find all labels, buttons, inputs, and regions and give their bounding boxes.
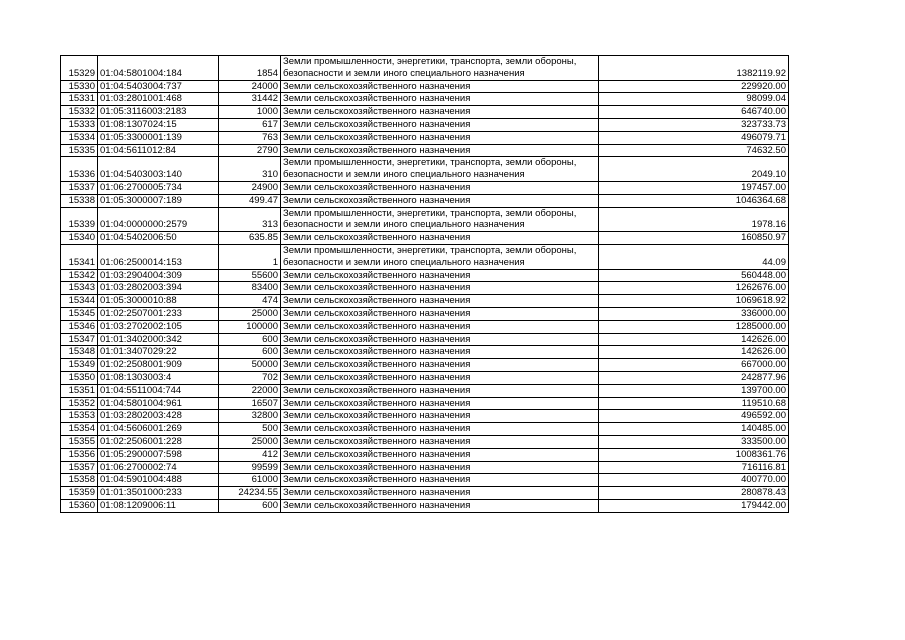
land-area: 50000 [219, 359, 281, 372]
cadastral-value: 1046364.68 [599, 194, 789, 207]
cadastral-value: 280878.43 [599, 487, 789, 500]
land-area: 24000 [219, 80, 281, 93]
row-number: 15360 [61, 499, 98, 512]
cadastral-number: 01:02:2507001:233 [98, 307, 219, 320]
row-number: 15341 [61, 244, 98, 269]
row-number: 15334 [61, 131, 98, 144]
land-area: 22000 [219, 384, 281, 397]
row-number: 15351 [61, 384, 98, 397]
land-category: Земли сельскохозяйственного назначения [281, 181, 599, 194]
land-category: Земли сельскохозяйственного назначения [281, 131, 599, 144]
land-category: Земли сельскохозяйственного назначения [281, 359, 599, 372]
cadastral-value: 242877.96 [599, 371, 789, 384]
table-row [61, 499, 789, 512]
table-row [61, 359, 789, 372]
table-row [61, 474, 789, 487]
table-row [61, 487, 789, 500]
row-number: 15349 [61, 359, 98, 372]
table-row [61, 282, 789, 295]
cadastral-number: 01:03:2904004:309 [98, 269, 219, 282]
land-area: 499.47 [219, 194, 281, 207]
cadastral-value: 1008361.76 [599, 448, 789, 461]
land-area: 1000 [219, 106, 281, 119]
cadastral-value: 160850.97 [599, 232, 789, 245]
cadastral-value: 560448.00 [599, 269, 789, 282]
row-number: 15343 [61, 282, 98, 295]
land-area: 1854 [219, 56, 281, 81]
land-category: Земли сельскохозяйственного назначения [281, 371, 599, 384]
land-category: Земли сельскохозяйственного назначения [281, 232, 599, 245]
cadastral-number: 01:05:2900007:598 [98, 448, 219, 461]
table-row [61, 397, 789, 410]
cadastral-value: 139700.00 [599, 384, 789, 397]
land-category: Земли сельскохозяйственного назначения [281, 423, 599, 436]
cadastral-number: 01:04:5901004:488 [98, 474, 219, 487]
cadastral-number: 01:04:5403004:737 [98, 80, 219, 93]
land-category: Земли сельскохозяйственного назначения [281, 93, 599, 106]
row-number: 15353 [61, 410, 98, 423]
cadastral-number: 01:04:5611012:84 [98, 144, 219, 157]
cadastral-value: 333500.00 [599, 435, 789, 448]
cadastral-number: 01:04:5801004:961 [98, 397, 219, 410]
row-number: 15346 [61, 320, 98, 333]
table-row [61, 307, 789, 320]
land-area: 474 [219, 295, 281, 308]
row-number: 15356 [61, 448, 98, 461]
row-number: 15331 [61, 93, 98, 106]
land-area: 635.85 [219, 232, 281, 245]
table-row [61, 333, 789, 346]
row-number: 15350 [61, 371, 98, 384]
cadastral-number: 01:01:3501000:233 [98, 487, 219, 500]
row-number: 15355 [61, 435, 98, 448]
row-number: 15347 [61, 333, 98, 346]
cadastral-value: 1262676.00 [599, 282, 789, 295]
row-number: 15333 [61, 118, 98, 131]
cadastral-value: 1069618.92 [599, 295, 789, 308]
land-category: Земли сельскохозяйственного назначения [281, 80, 599, 93]
row-number: 15330 [61, 80, 98, 93]
row-number: 15340 [61, 232, 98, 245]
cadastral-number: 01:04:5403003:140 [98, 157, 219, 182]
table-row [61, 371, 789, 384]
cadastral-number: 01:08:1209006:11 [98, 499, 219, 512]
land-area: 313 [219, 207, 281, 232]
row-number: 15336 [61, 157, 98, 182]
land-category: Земли сельскохозяйственного назначения [281, 487, 599, 500]
land-area: 25000 [219, 307, 281, 320]
land-category: Земли промышленности, энергетики, транспорта, земли обороны, безопасности и земли иного специального назначения [281, 244, 599, 269]
land-category: Земли сельскохозяйственного назначения [281, 474, 599, 487]
land-category: Земли промышленности, энергетики, транспорта, земли обороны, безопасности и земли иного специального назначения [281, 207, 599, 232]
cadastral-value: 496592.00 [599, 410, 789, 423]
table-row [61, 157, 789, 182]
land-category: Земли сельскохозяйственного назначения [281, 282, 599, 295]
row-number: 15344 [61, 295, 98, 308]
land-area: 600 [219, 346, 281, 359]
row-number: 15342 [61, 269, 98, 282]
land-area: 32800 [219, 410, 281, 423]
cadastral-number: 01:08:1307024:15 [98, 118, 219, 131]
row-number: 15345 [61, 307, 98, 320]
land-category: Земли сельскохозяйственного назначения [281, 269, 599, 282]
cadastral-value: 2049.10 [599, 157, 789, 182]
cadastral-value: 98099.04 [599, 93, 789, 106]
table-row [61, 320, 789, 333]
cadastral-value: 646740.00 [599, 106, 789, 119]
land-category: Земли сельскохозяйственного назначения [281, 333, 599, 346]
land-area: 24900 [219, 181, 281, 194]
table-row [61, 144, 789, 157]
cadastral-number: 01:04:5402006:50 [98, 232, 219, 245]
land-area: 24234.55 [219, 487, 281, 500]
cadastral-value: 323733.73 [599, 118, 789, 131]
cadastral-value: 119510.68 [599, 397, 789, 410]
row-number: 15335 [61, 144, 98, 157]
table-row [61, 106, 789, 119]
land-area: 16507 [219, 397, 281, 410]
table-row [61, 232, 789, 245]
table-row [61, 194, 789, 207]
table-body [61, 56, 789, 513]
table-row [61, 461, 789, 474]
cadastral-number: 01:06:2500014:153 [98, 244, 219, 269]
cadastral-number: 01:03:2702002:105 [98, 320, 219, 333]
land-area: 61000 [219, 474, 281, 487]
cadastral-value: 716116.81 [599, 461, 789, 474]
land-area: 600 [219, 499, 281, 512]
table-row [61, 410, 789, 423]
cadastral-value: 1382119.92 [599, 56, 789, 81]
cadastral-number: 01:01:3407029:22 [98, 346, 219, 359]
row-number: 15359 [61, 487, 98, 500]
table-row [61, 118, 789, 131]
land-category: Земли сельскохозяйственного назначения [281, 435, 599, 448]
land-area: 55600 [219, 269, 281, 282]
cadastral-number: 01:05:3000010:88 [98, 295, 219, 308]
cadastral-number: 01:04:5511004:744 [98, 384, 219, 397]
land-area: 763 [219, 131, 281, 144]
table-row [61, 244, 789, 269]
land-area: 310 [219, 157, 281, 182]
cadastral-number: 01:08:1303003:4 [98, 371, 219, 384]
land-area: 412 [219, 448, 281, 461]
land-category: Земли промышленности, энергетики, транспорта, земли обороны, безопасности и земли иного специального назначения [281, 56, 599, 81]
row-number: 15357 [61, 461, 98, 474]
land-area: 100000 [219, 320, 281, 333]
land-category: Земли сельскохозяйственного назначения [281, 461, 599, 474]
cadastral-number: 01:05:3300001:139 [98, 131, 219, 144]
land-area: 617 [219, 118, 281, 131]
row-number: 15329 [61, 56, 98, 81]
land-category: Земли сельскохозяйственного назначения [281, 320, 599, 333]
land-category: Земли сельскохозяйственного назначения [281, 194, 599, 207]
cadastral-value: 44.09 [599, 244, 789, 269]
land-area: 1 [219, 244, 281, 269]
cadastral-value: 229920.00 [599, 80, 789, 93]
cadastral-value: 336000.00 [599, 307, 789, 320]
table-row [61, 346, 789, 359]
table-row [61, 131, 789, 144]
land-area: 99599 [219, 461, 281, 474]
table-row [61, 423, 789, 436]
row-number: 15354 [61, 423, 98, 436]
land-category: Земли сельскохозяйственного назначения [281, 410, 599, 423]
table-row [61, 80, 789, 93]
cadastral-number: 01:05:3116003:2183 [98, 106, 219, 119]
row-number: 15352 [61, 397, 98, 410]
land-category: Земли сельскохозяйственного назначения [281, 106, 599, 119]
table-row [61, 295, 789, 308]
table-row [61, 181, 789, 194]
land-area: 600 [219, 333, 281, 346]
land-category: Земли сельскохозяйственного назначения [281, 295, 599, 308]
land-category: Земли сельскохозяйственного назначения [281, 448, 599, 461]
table-row [61, 56, 789, 81]
land-area: 500 [219, 423, 281, 436]
cadastral-number: 01:05:3000007:189 [98, 194, 219, 207]
table-row [61, 448, 789, 461]
cadastral-number: 01:02:2508001:909 [98, 359, 219, 372]
cadastral-number: 01:01:3402000:342 [98, 333, 219, 346]
cadastral-number: 01:03:2801001:468 [98, 93, 219, 106]
land-category: Земли сельскохозяйственного назначения [281, 384, 599, 397]
land-area: 83400 [219, 282, 281, 295]
cadastral-value: 142626.00 [599, 346, 789, 359]
row-number: 15348 [61, 346, 98, 359]
land-area: 25000 [219, 435, 281, 448]
table-row [61, 207, 789, 232]
cadastral-value: 1978.16 [599, 207, 789, 232]
cadastral-table [60, 55, 789, 513]
land-area: 31442 [219, 93, 281, 106]
cadastral-value: 74632.50 [599, 144, 789, 157]
cadastral-number: 01:03:2802003:428 [98, 410, 219, 423]
land-category: Земли сельскохозяйственного назначения [281, 397, 599, 410]
land-area: 2790 [219, 144, 281, 157]
row-number: 15332 [61, 106, 98, 119]
row-number: 15339 [61, 207, 98, 232]
cadastral-number: 01:04:5606001:269 [98, 423, 219, 436]
table-row [61, 269, 789, 282]
cadastral-number: 01:06:2700005:734 [98, 181, 219, 194]
cadastral-value: 667000.00 [599, 359, 789, 372]
land-category: Земли сельскохозяйственного назначения [281, 346, 599, 359]
cadastral-value: 197457.00 [599, 181, 789, 194]
cadastral-number: 01:04:0000000:2579 [98, 207, 219, 232]
cadastral-value: 140485.00 [599, 423, 789, 436]
table-row [61, 93, 789, 106]
land-category: Земли сельскохозяйственного назначения [281, 144, 599, 157]
table-row [61, 435, 789, 448]
cadastral-value: 179442.00 [599, 499, 789, 512]
cadastral-value: 142626.00 [599, 333, 789, 346]
cadastral-value: 400770.00 [599, 474, 789, 487]
land-category: Земли сельскохозяйственного назначения [281, 307, 599, 320]
table-row [61, 384, 789, 397]
land-category: Земли сельскохозяйственного назначения [281, 499, 599, 512]
cadastral-number: 01:03:2802003:394 [98, 282, 219, 295]
cadastral-value: 1285000.00 [599, 320, 789, 333]
land-area: 702 [219, 371, 281, 384]
cadastral-number: 01:02:2506001:228 [98, 435, 219, 448]
row-number: 15358 [61, 474, 98, 487]
land-category: Земли сельскохозяйственного назначения [281, 118, 599, 131]
cadastral-value: 496079.71 [599, 131, 789, 144]
cadastral-number: 01:04:5801004:184 [98, 56, 219, 81]
cadastral-number: 01:06:2700002:74 [98, 461, 219, 474]
row-number: 15337 [61, 181, 98, 194]
land-category: Земли промышленности, энергетики, транспорта, земли обороны, безопасности и земли иного специального назначения [281, 157, 599, 182]
row-number: 15338 [61, 194, 98, 207]
